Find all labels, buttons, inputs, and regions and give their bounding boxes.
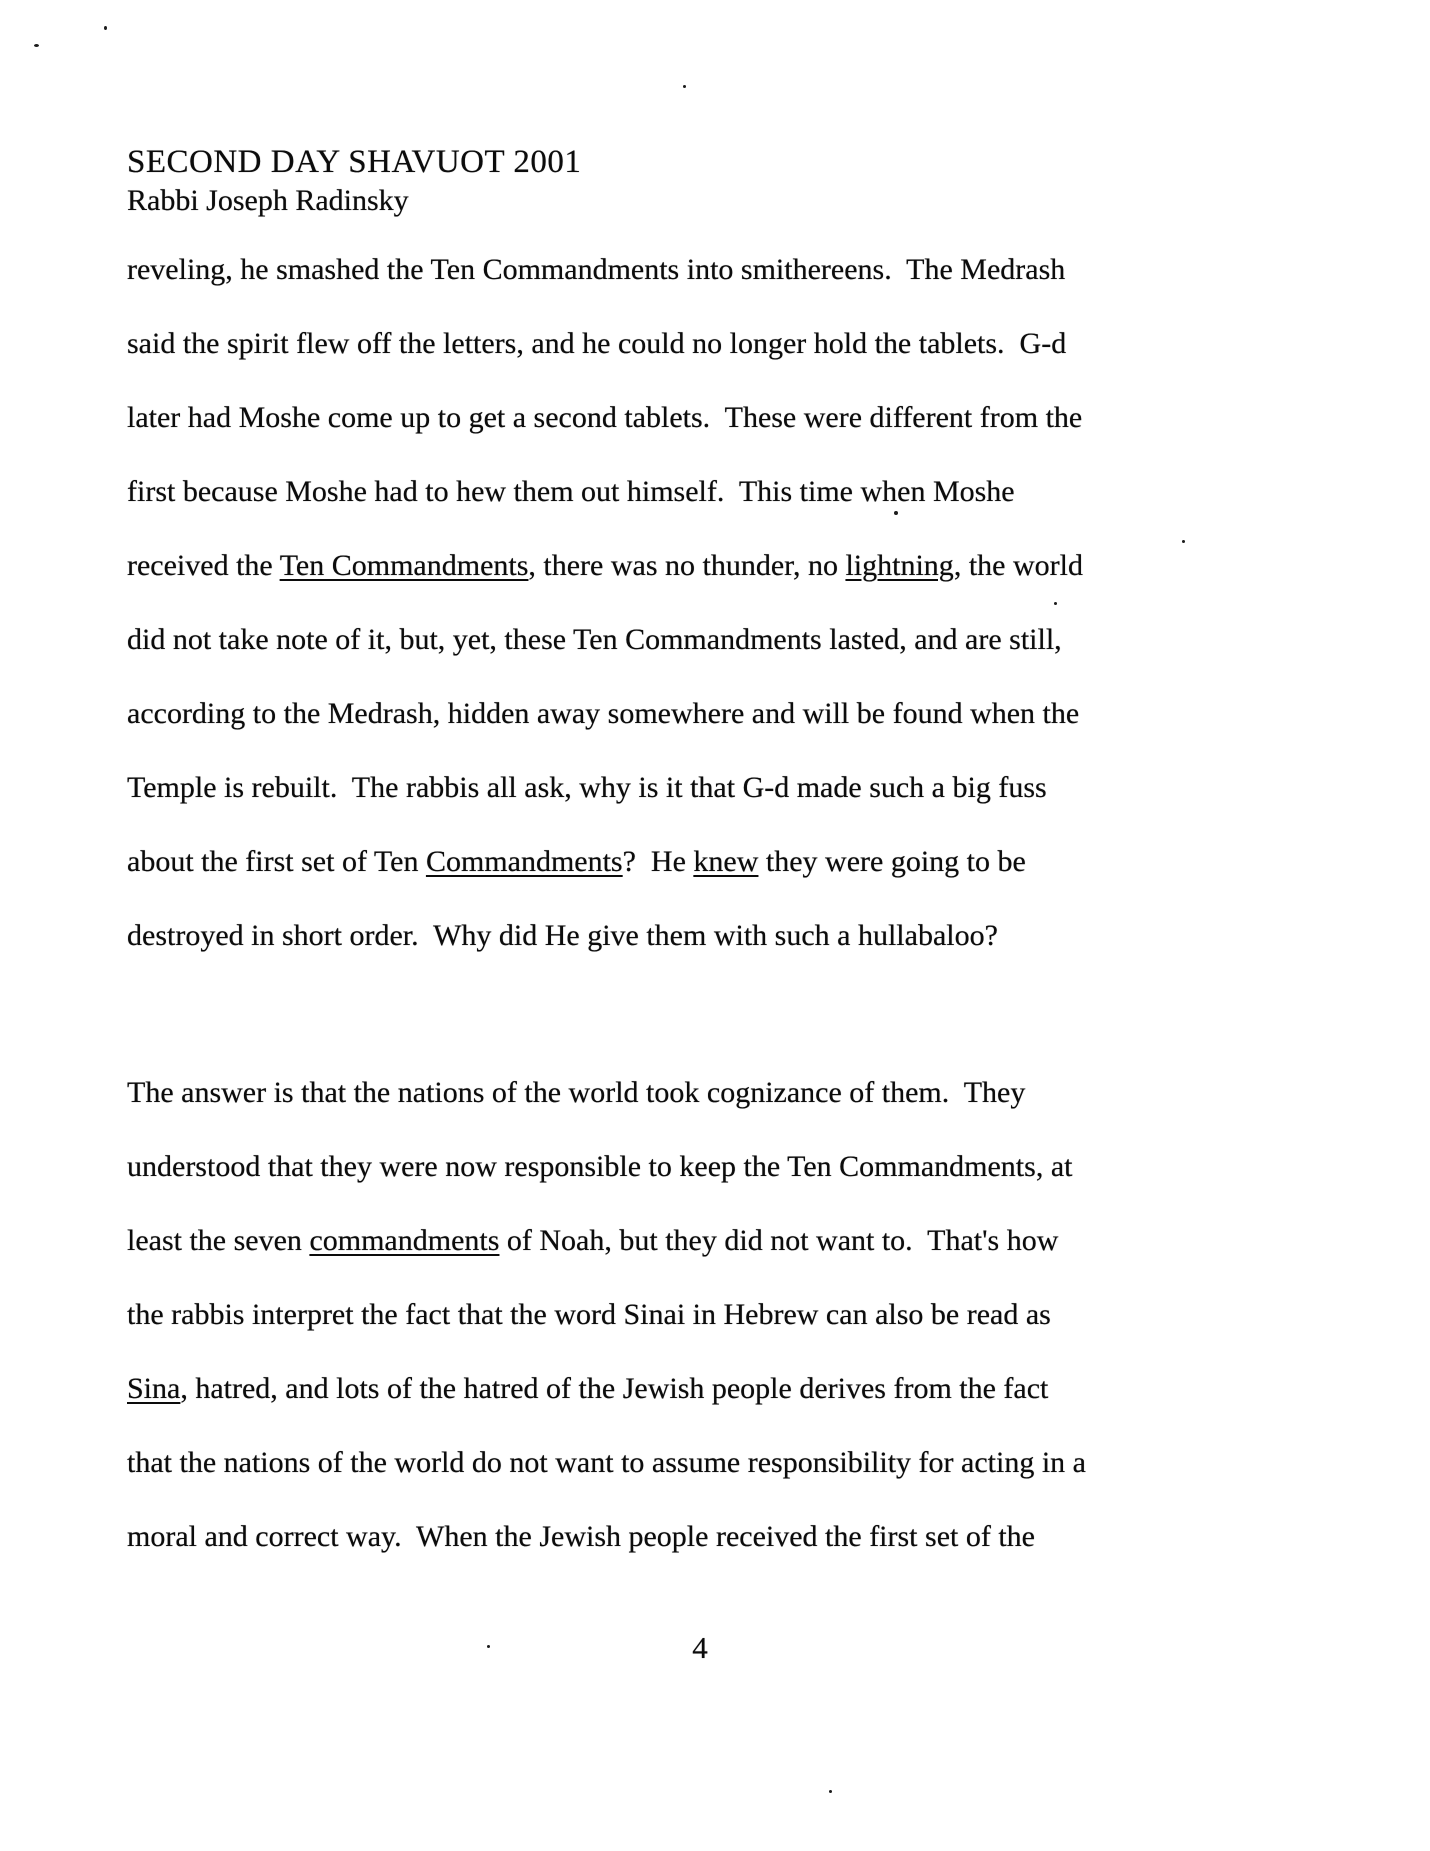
document-header	[127, 142, 581, 220]
text-segment: , the world	[953, 549, 1083, 582]
text-segment: least the seven	[127, 1224, 310, 1257]
text-segment: according to the Medrash, hidden away somewhere and will be found when the	[127, 697, 1080, 730]
text-line	[127, 233, 1083, 307]
text-segment: later had Moshe come up to get a second tablets. These were different from the	[127, 401, 1083, 434]
text-line	[127, 1130, 1086, 1204]
underlined-text-segment: knew	[693, 845, 759, 878]
text-segment: , there was no thunder, no	[528, 549, 846, 582]
scan-speck	[1054, 602, 1057, 605]
document-author: Rabbi Joseph Radinsky	[127, 184, 409, 217]
scan-speck	[487, 1645, 490, 1648]
text-segment: said the spirit flew off the letters, and he could no longer hold the tablets. G-d	[127, 327, 1067, 360]
text-segment: they were going to be	[758, 845, 1026, 878]
text-segment: , hatred, and lots of the hatred of the Jewish people derives from the fact	[180, 1372, 1049, 1405]
text-segment: destroyed in short order. Why did He give them with such a hullabaloo?	[127, 919, 998, 952]
text-line	[127, 677, 1083, 751]
text-segment: moral and correct way. When the Jewish people received the first set of the	[127, 1520, 1035, 1553]
underlined-text-segment: commandments	[309, 1224, 500, 1257]
document-title: SECOND DAY SHAVUOT 2001	[127, 144, 582, 180]
text-segment: that the nations of the world do not want to assume responsibility for acting in a	[127, 1446, 1086, 1479]
scan-speck	[1182, 540, 1185, 543]
text-segment: Temple is rebuilt. The rabbis all ask, why is it that G-d made such a big fuss	[127, 771, 1047, 804]
text-segment: first because Moshe had to hew them out himself. This time when Moshe	[127, 475, 1015, 508]
text-segment: reveling, he smashed the Ten Commandments into smithereens. The Medrash	[127, 253, 1066, 286]
text-segment: ? He	[622, 845, 694, 878]
paragraph-1	[127, 233, 1083, 973]
text-line	[127, 603, 1083, 677]
text-segment: about the first set of Ten	[127, 845, 426, 878]
text-line	[127, 455, 1083, 529]
scan-speck	[683, 85, 686, 88]
text-segment: understood that they were now responsible to keep the Ten Commandments, at	[127, 1150, 1073, 1183]
text-line	[127, 1500, 1086, 1574]
text-segment: The answer is that the nations of the world took cognizance of them. They	[127, 1076, 1026, 1109]
scan-speck	[894, 511, 898, 515]
text-line	[127, 381, 1083, 455]
text-line	[127, 1352, 1086, 1426]
text-line	[127, 307, 1083, 381]
underlined-text-segment: Commandments	[425, 845, 623, 878]
paragraph-2	[127, 1056, 1086, 1574]
text-segment: did not take note of it, but, yet, these Ten Commandments lasted, and are still,	[127, 623, 1062, 656]
scan-speck	[34, 44, 39, 47]
underlined-text-segment: Sina	[127, 1372, 181, 1405]
text-segment: of Noah, but they did not want to. That's how	[499, 1224, 1059, 1257]
text-line	[127, 1204, 1086, 1278]
page-number: 4	[692, 1630, 708, 1665]
text-line	[127, 1056, 1086, 1130]
text-line	[127, 1278, 1086, 1352]
text-line	[127, 825, 1083, 899]
text-line	[127, 529, 1083, 603]
text-line	[127, 1426, 1086, 1500]
text-line	[127, 899, 1083, 973]
underlined-text-segment: Ten Commandments	[279, 549, 529, 582]
scan-speck	[104, 26, 107, 30]
text-segment: the rabbis interpret the fact that the word Sinai in Hebrew can also be read as	[127, 1298, 1051, 1331]
text-line	[127, 751, 1083, 825]
underlined-text-segment: lightning	[845, 549, 954, 582]
scan-speck	[829, 1790, 832, 1793]
text-segment: received the	[127, 549, 280, 582]
